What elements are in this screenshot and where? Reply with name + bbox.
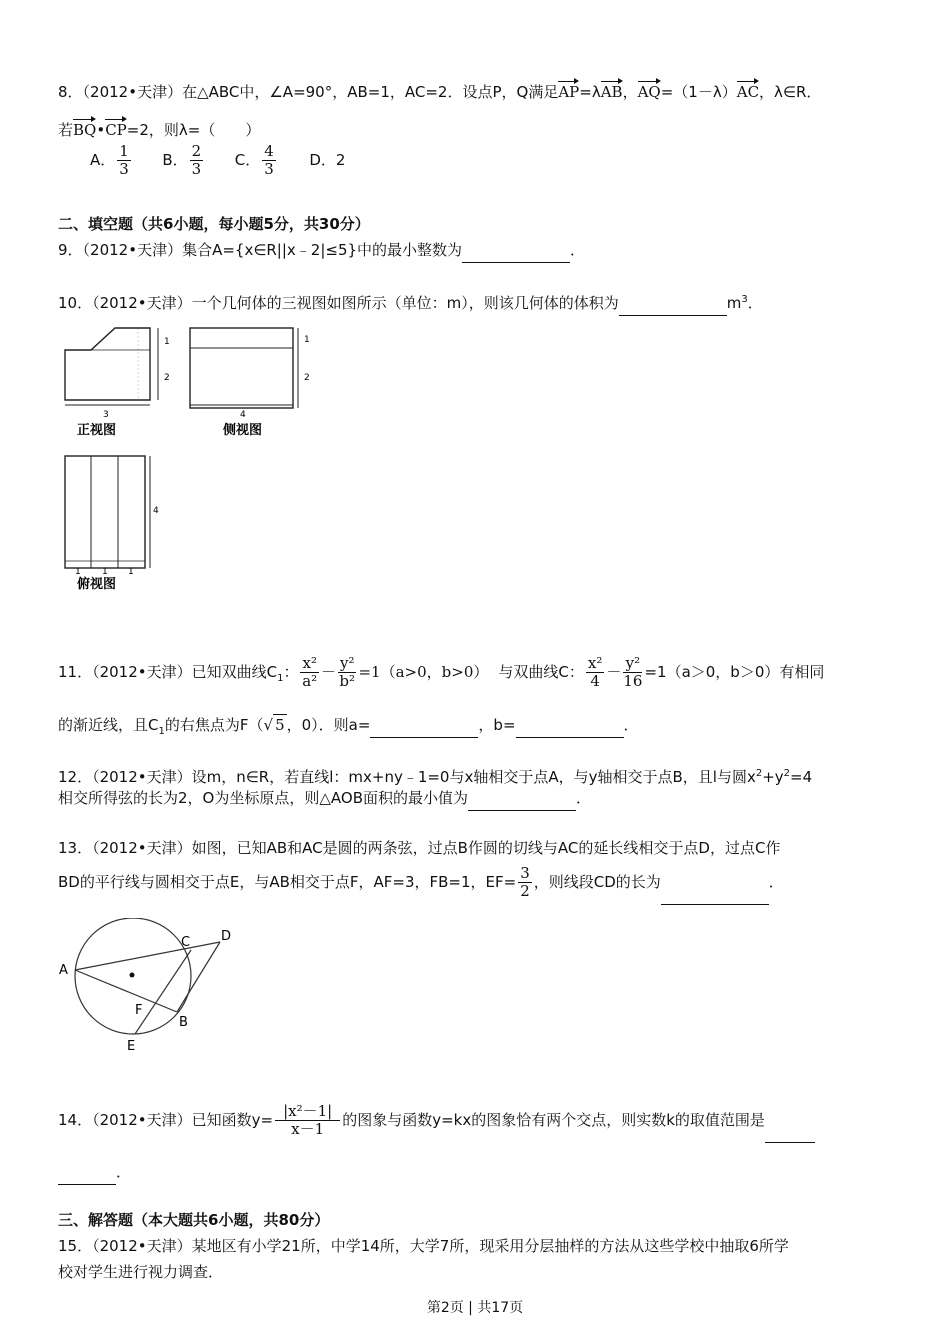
q10-unit: m — [726, 294, 742, 312]
q12-tail: =4 — [790, 768, 813, 786]
q12-answer-blank — [468, 790, 576, 811]
option-c-letter: C． — [234, 151, 261, 169]
q11-sep: ，b= — [478, 716, 516, 734]
q10-answer-blank — [619, 295, 727, 316]
q12-line2-text: 相交所得弦的长为2，O为坐标原点，则△AOB面积的最小值为 — [58, 789, 468, 807]
q8-eq2: =（1－λ） — [660, 83, 737, 101]
q11-minus2: － — [606, 663, 622, 681]
q9 — [58, 240, 585, 263]
q11-answer-a-blank — [370, 717, 478, 738]
q8-line2-tail: =2，则λ=（ ） — [126, 121, 261, 139]
q11-frac-b: b² — [339, 672, 356, 690]
side-view — [190, 328, 310, 438]
q11-frac2-x: x² — [587, 654, 603, 672]
vector-ap: AP — [558, 78, 579, 102]
q12-sup2: 2 — [783, 768, 791, 779]
q11-frac-y-b — [338, 655, 357, 690]
option-c-num: 4 — [264, 142, 274, 160]
q13-ef-num: 3 — [520, 864, 530, 882]
option-a-letter: A． — [90, 151, 116, 169]
q14-line2 — [58, 1162, 131, 1185]
option-c-frac — [262, 143, 276, 178]
q12-end: ． — [575, 789, 591, 807]
q8-options — [90, 142, 345, 178]
point-e-label: E — [127, 1039, 136, 1054]
option-c — [234, 142, 278, 178]
three-view-figure — [55, 318, 325, 598]
side-view-label: 侧视图 — [223, 423, 263, 438]
q9-answer-blank — [462, 242, 570, 263]
q11-frac-y-16 — [623, 655, 642, 690]
top-dim-1c: 1 — [128, 567, 134, 577]
vector-ab: AB — [601, 78, 623, 102]
q11-frac-x-a — [300, 655, 318, 690]
front-dim-width: 3 — [103, 410, 109, 420]
q11-minus: － — [320, 663, 336, 681]
q13-line2-tail: ，则线段CD的长为 — [533, 873, 661, 891]
point-d-label: D — [221, 929, 232, 944]
top-dim-1a: 1 — [75, 567, 81, 577]
top-dim-height: 4 — [153, 506, 159, 516]
q14-line1 — [58, 1100, 815, 1143]
dot-operator: • — [96, 121, 106, 139]
vector-bq: BQ — [73, 116, 96, 140]
option-b-den: 3 — [191, 160, 202, 178]
front-dim-top: 1 — [164, 337, 170, 347]
option-a-frac — [117, 143, 131, 178]
sqrt-5-radicand: 5 — [275, 716, 285, 734]
option-a-den: 3 — [119, 160, 129, 178]
q11-prefix: 11．（2012•天津）已知双曲线C — [58, 663, 278, 681]
point-a-label: A — [59, 963, 68, 978]
q14-answer-blank-a — [765, 1102, 815, 1143]
q11-frac2-y: y² — [623, 655, 642, 673]
q11-eq-cond: =1（a>0，b>0） — [358, 663, 489, 681]
q12-sup1: 2 — [755, 768, 763, 779]
q11-answer-b-blank — [516, 717, 624, 738]
q13-line2 — [58, 862, 784, 905]
option-c-den: 3 — [264, 160, 274, 178]
q12-line1-text: 12．（2012•天津）设m，n∈R，若直线l：mx+ny﹣1=0与x轴相交于点A，与y轴相交于点B，且l与圆x — [58, 768, 756, 786]
q9-end: ． — [570, 241, 586, 259]
q14-frac-num: |x²－1| — [275, 1103, 340, 1121]
q13-answer-blank — [661, 864, 769, 905]
option-b-num: 2 — [191, 142, 202, 160]
point-c-label: C — [181, 935, 191, 950]
circle-chord-figure — [55, 918, 255, 1058]
q11-line2-b: 的右焦点为F（ — [164, 716, 264, 734]
q8-eq1: =λ — [579, 83, 601, 101]
q12-line1 — [58, 764, 812, 787]
q8-line1 — [58, 78, 821, 102]
q15-line2: 校对学生进行视力调查． — [58, 1263, 224, 1281]
point-b-label: B — [179, 1015, 188, 1030]
sqrt-5: √ 5 — [263, 716, 285, 734]
q11-frac-a: a² — [302, 672, 318, 690]
q11-sub1: 1 — [277, 673, 284, 684]
q11-frac-x: x² — [302, 654, 317, 672]
q11-frac-x-4 — [586, 655, 604, 690]
q14-answer-blank-b — [58, 1164, 116, 1185]
side-dim-width: 4 — [240, 410, 246, 420]
q14-frac-den: x－1 — [291, 1120, 325, 1138]
page-footer: 第2页 | 共17页 — [426, 1300, 524, 1316]
top-view-label: 俯视图 — [77, 577, 117, 592]
q11-mid: 与双曲线C： — [498, 663, 584, 681]
q14-prefix: 14．（2012•天津）已知函数y= — [58, 1111, 274, 1129]
side-dim-top: 1 — [304, 335, 310, 345]
q11-end: ． — [623, 716, 639, 734]
q11-line2-c: ，0）．则a= — [286, 716, 371, 734]
q13-frac-ef — [518, 865, 532, 900]
front-view-label: 正视图 — [77, 423, 117, 438]
q14-end: ． — [116, 1163, 132, 1181]
option-b-frac — [190, 143, 204, 178]
q12-line2 — [58, 788, 591, 811]
q14-tail: 的图象与函数y=kx的图象恰有两个交点，则实数k的取值范围是 — [342, 1111, 765, 1129]
q13-line2-text: BD的平行线与圆相交于点E，与AB相交于点F，AF=3，FB=1，EF= — [58, 873, 517, 891]
q10 — [58, 290, 763, 316]
q11-eq-cond2: =1（a＞0，b＞0）有相同 — [644, 663, 825, 681]
q11-line2-sub: 1 — [158, 726, 165, 737]
option-d: D．2 — [309, 151, 346, 169]
q13-end: ． — [768, 873, 784, 891]
q11-frac2-16: 16 — [623, 672, 643, 690]
top-view — [65, 456, 159, 592]
q9-text: 9．（2012•天津）集合A={x∈R||x﹣2|≤5}中的最小整数为 — [58, 241, 463, 259]
q13-ef-den: 2 — [520, 882, 530, 900]
option-a-num: 1 — [119, 142, 129, 160]
vector-aq: AQ — [638, 78, 661, 102]
point-f-label: F — [135, 1003, 143, 1018]
vector-cp: CP — [105, 116, 127, 140]
option-a — [90, 142, 133, 178]
q10-end: ． — [747, 294, 763, 312]
q11-line2 — [58, 714, 639, 742]
top-dim-1b: 1 — [102, 567, 108, 577]
section-3-heading: 三、解答题（本大题共6小题，共80分） — [58, 1211, 330, 1229]
q11-frac-y: y² — [339, 654, 355, 672]
q15-line1: 15．（2012•天津）某地区有小学21所，中学14所，大学7所，现采用分层抽样的方法从这些学校中抽取6所学 — [58, 1237, 789, 1255]
q11-frac2-4: 4 — [590, 672, 600, 690]
q12-mid: +y — [762, 768, 784, 786]
q14-frac — [275, 1103, 340, 1138]
q8-sep: ， — [622, 83, 638, 101]
q11-colon: ： — [283, 663, 299, 681]
q11-line1 — [58, 652, 824, 699]
q8-line2 — [58, 116, 260, 140]
q8-line2-prefix: 若 — [58, 121, 74, 139]
side-dim-bottom: 2 — [304, 373, 310, 383]
section-2-heading: 二、填空题（共6小题，每小题5分，共30分） — [58, 215, 370, 233]
q10-text: 10．（2012•天津）一个几何体的三视图如图所示（单位：m），则该几何体的体积为 — [58, 294, 619, 312]
vector-ac: AC — [737, 78, 759, 102]
q8-tail: ，λ∈R． — [759, 83, 822, 101]
q10-unit-sup: 3 — [741, 294, 748, 305]
option-b — [162, 142, 205, 178]
option-b-letter: B． — [162, 151, 188, 169]
q13-line1: 13．（2012•天津）如图，已知AB和AC是圆的两条弦，过点B作圆的切线与AC的延长线相交于点D，过点C作 — [58, 839, 781, 857]
q11-line2-a: 的渐近线，且C — [58, 716, 159, 734]
q8-prefix: 8．（2012•天津）在△ABC中，∠A=90°，AB=1，AC=2．设点P，Q满足 — [58, 83, 559, 101]
front-dim-bottom: 2 — [164, 373, 170, 383]
front-view — [65, 328, 170, 438]
